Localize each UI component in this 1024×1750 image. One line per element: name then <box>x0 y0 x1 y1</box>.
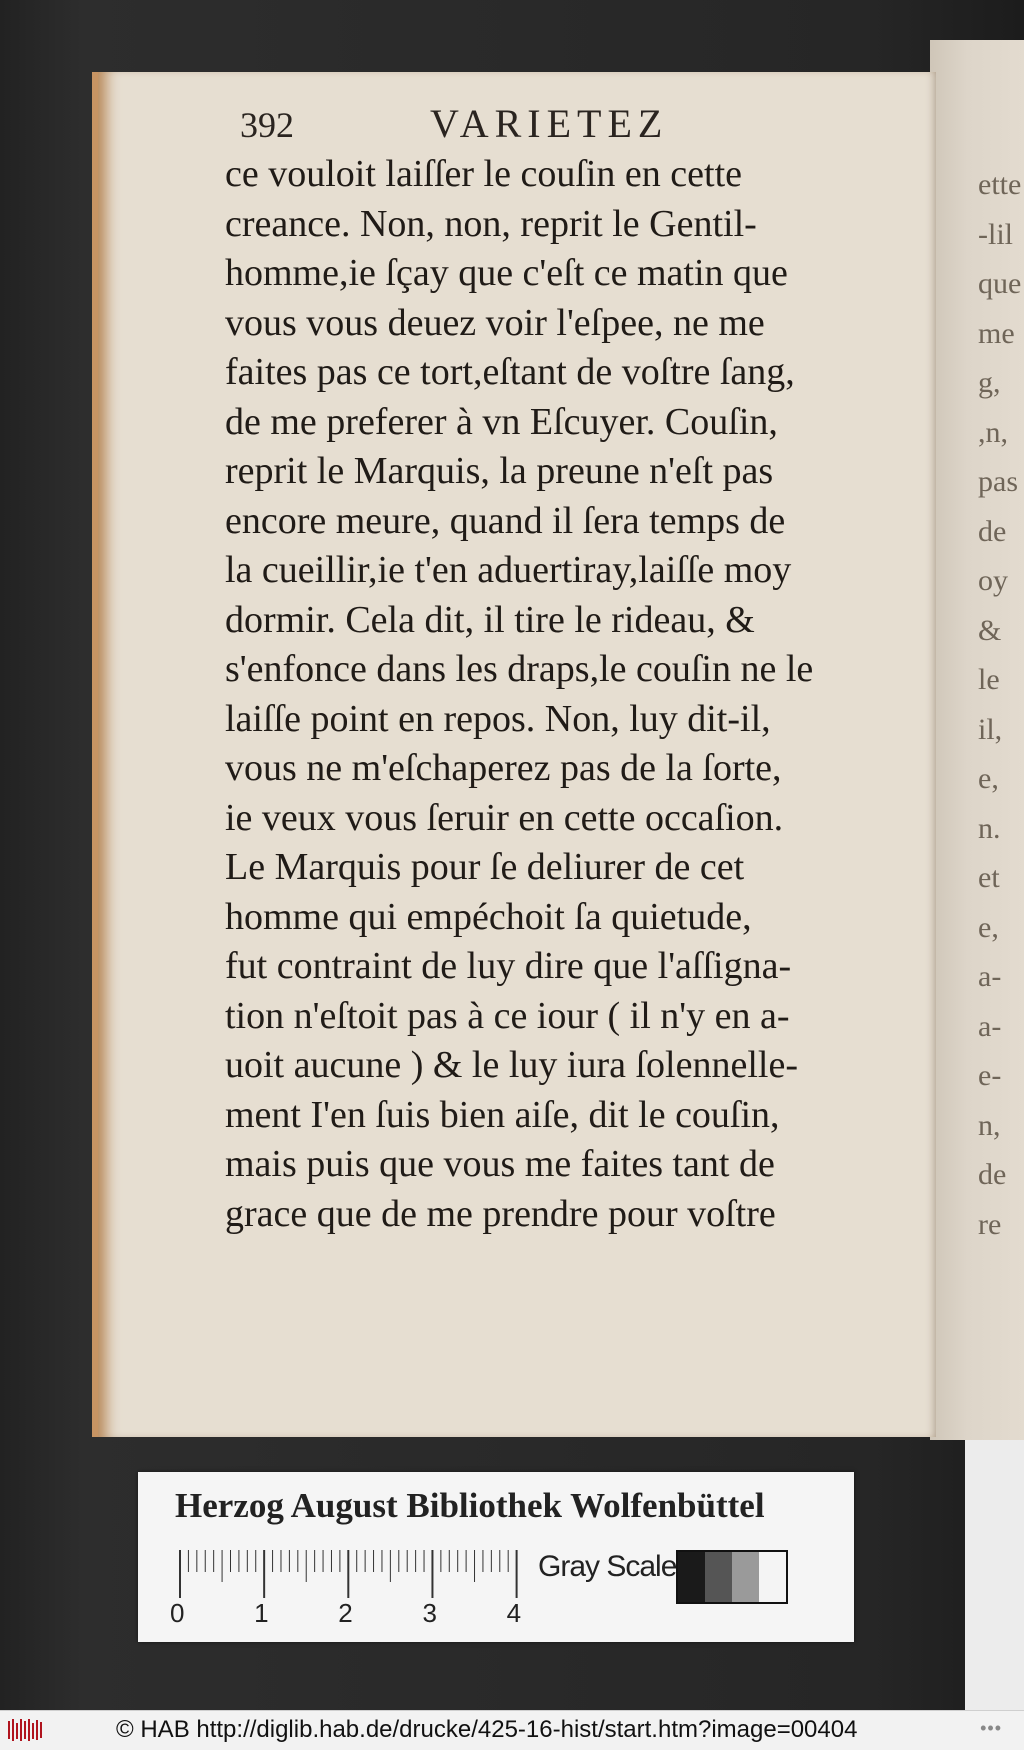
text-line: tion n'eſtoit pas à ce iour ( il n'y en a- <box>225 994 790 1037</box>
gray-scale-label: Gray Scale <box>538 1550 677 1583</box>
ruler-label: 2 <box>338 1598 353 1628</box>
text-line: de me preferer à vn Eſcuyer. Couſin, <box>225 400 778 443</box>
text-line: faites pas ce tort,eſtant de voſtre ſang, <box>225 351 795 393</box>
page-header <box>240 100 840 150</box>
text-line: dormir. Cela dit, il tire le rideau, & <box>225 598 755 641</box>
edge-glyph: e- <box>978 1059 1002 1092</box>
text-line: uoit aucune ) & le luy iura ſolennelle- <box>225 1044 798 1086</box>
edge-glyph: pas <box>978 465 1018 498</box>
color-calibration-card <box>138 1472 854 1642</box>
text-line: creance. Non, non, reprit le Gentil- <box>225 202 757 245</box>
page-body-text <box>225 150 857 1239</box>
edge-glyph: & <box>978 613 1002 647</box>
text-line: grace que de me prendre pour voſtre <box>225 1192 776 1235</box>
text-line: Le Marquis pour ſe deliurer de cet <box>225 846 745 888</box>
gray-swatch <box>678 1552 705 1602</box>
edge-glyph: de <box>978 514 1007 548</box>
edge-glyph: a- <box>978 960 1002 993</box>
text-line: ce vouloit laiſſer le couſin en cette <box>225 153 743 195</box>
text-line: ie veux vous ſeruir en cette occaſion. <box>225 796 784 839</box>
edge-glyph: de <box>978 1158 1007 1191</box>
ruler-label: 0 <box>170 1598 185 1628</box>
edge-glyph: n. <box>978 811 1001 845</box>
gray-swatch <box>705 1552 732 1602</box>
text-line: homme qui empéchoit ſa quietude, <box>225 895 752 938</box>
text-line: mais puis que vous me faites tant de <box>225 1143 775 1185</box>
edge-glyph: re <box>978 1207 1002 1241</box>
footer-bar <box>0 1710 1024 1750</box>
gray-scale-swatches <box>676 1550 788 1604</box>
text-line: ment I'en ſuis bien aiſe, dit le couſin, <box>225 1093 780 1136</box>
text-line: vous ne m'eſchaperez pas de la ſorte, <box>225 747 782 789</box>
text-line: homme,ie ſçay que c'eſt ce matin que <box>225 252 788 294</box>
gray-swatch <box>732 1552 759 1602</box>
hab-logo-icon <box>6 1717 44 1743</box>
edge-glyph: il, <box>978 712 1003 746</box>
edge-glyph: oy <box>978 564 1008 597</box>
edge-glyph: -lil <box>978 217 1013 251</box>
ruler-label: 1 <box>254 1598 269 1628</box>
text-line: fut contraint de luy dire que l'aſſigna- <box>225 945 792 987</box>
page-number: 392 <box>240 105 294 145</box>
edge-glyph: e, <box>978 762 999 795</box>
text-line: s'enfonce dans les draps,le couſin ne le <box>225 648 814 690</box>
text-line: la cueillir,ie t'en aduertiray,laiſſe moy <box>225 549 792 591</box>
edge-glyph: n, <box>978 1108 1001 1142</box>
more-icon[interactable]: ••• <box>980 1718 1002 1738</box>
running-title: VARIETEZ <box>430 101 669 146</box>
ruler-label: 3 <box>422 1598 437 1628</box>
ruler-labels <box>170 1598 530 1628</box>
text-line: encore meure, quand il ſera temps de <box>225 499 786 542</box>
edge-glyph: me <box>978 316 1015 350</box>
copyright-link[interactable]: © HAB http://diglib.hab.de/drucke/425-16-hist/start.htm?image=00404 <box>116 1716 858 1743</box>
ruler-label: 4 <box>506 1598 522 1628</box>
ruler-scale <box>178 1550 518 1598</box>
text-line: laiſſe point en repos. Non, luy dit-il, <box>225 697 771 740</box>
edge-glyph: ette <box>978 168 1022 201</box>
edge-glyph: ,n, <box>978 415 1008 449</box>
edge-glyph: a- <box>978 1009 1002 1043</box>
text-line: vous vous deuez voir l'eſpee, ne me <box>225 301 765 344</box>
edge-glyph: le <box>978 663 1000 696</box>
edge-glyph: g, <box>978 366 1001 399</box>
library-name: Herzog August Bibliothek Wolfenbüttel <box>175 1486 765 1525</box>
text-line: reprit le Marquis, la preune n'eſt pas <box>225 450 774 492</box>
edge-glyph: que <box>978 267 1022 300</box>
facing-page-edge <box>930 40 1024 1440</box>
facing-page-stripe <box>965 1440 1024 1710</box>
edge-glyph: et <box>978 861 1000 894</box>
gray-swatch <box>759 1552 786 1602</box>
facing-page-glyphs <box>978 160 1024 1249</box>
edge-glyph: e, <box>978 910 999 944</box>
